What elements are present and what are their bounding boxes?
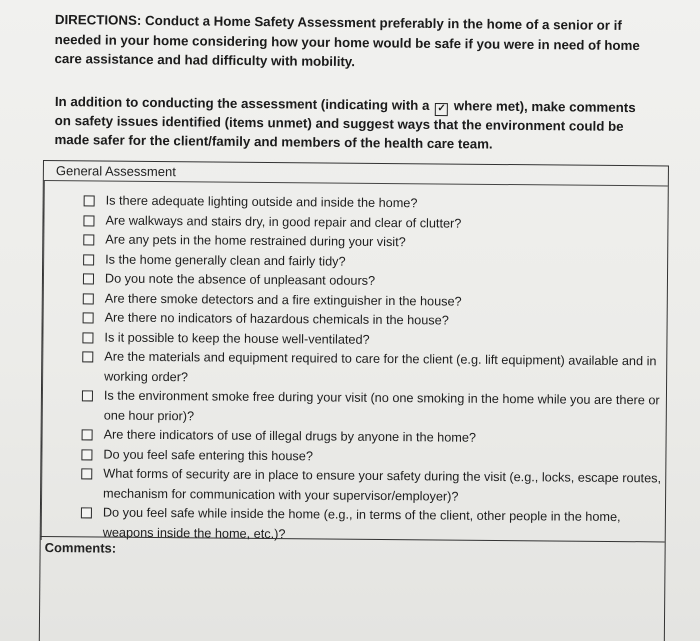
checkbox-icon[interactable] — [83, 254, 94, 265]
item-text: Do you note the absence of unpleasant odours? — [104, 271, 376, 288]
list-item — [82, 386, 662, 430]
item-text: Are any pets in the home restrained during your visit? — [105, 232, 406, 250]
item-text: Are there no indicators of hazardous chemicals in the house? — [104, 310, 449, 328]
item-text: What forms of security are in place to ensure your safety during the visit (e.g., locks, escape routes, mechanism for communication with your supervisor/employer)? — [103, 466, 662, 504]
item-text: Are the materials and equipment required to care for the client (e.g. lift equipment) available and in working order? — [104, 349, 657, 384]
list-item — [82, 347, 662, 391]
checkbox-icon[interactable] — [81, 449, 92, 460]
item-text: Are there smoke detectors and a fire extinguisher in the house? — [104, 291, 462, 309]
instructions-text-end: where met), make comments on safety issues identified (items unmet) and suggest ways that the environment could be made safer for the client/family and members of the health care team. — [54, 98, 636, 152]
checkbox-icon[interactable] — [83, 215, 94, 226]
directions-text: Conduct a Home Safety Assessment preferably in the home of a senior or if needed in your home considering how your home would be safe if you were in need of home care assistance and had difficulty with mobility. — [54, 12, 640, 70]
assessment-table — [39, 160, 669, 641]
item-text: Is there adequate lighting outside and inside the home? — [105, 193, 418, 211]
checkbox-icon[interactable] — [83, 293, 94, 304]
checkbox-icon[interactable] — [81, 507, 92, 518]
item-text: Do you feel safe entering this house? — [103, 447, 313, 463]
instructions-paragraph — [54, 92, 651, 155]
checkbox-icon[interactable] — [82, 351, 93, 362]
comments-label: Comments: — [44, 540, 117, 556]
table-inner-border — [41, 180, 45, 540]
checkbox-icon[interactable] — [84, 195, 95, 206]
instructions-text-start: In addition to conducting the assessment (indicating with a — [54, 93, 430, 113]
item-text: Is it possible to keep the house well-ventilated? — [104, 330, 370, 347]
checked-box-icon: ✓ — [435, 103, 448, 116]
item-text: Is the home generally clean and fairly tidy? — [105, 252, 346, 269]
checkbox-icon[interactable] — [81, 468, 92, 479]
checkbox-icon[interactable] — [83, 273, 94, 284]
checkbox-icon[interactable] — [83, 312, 94, 323]
table-header: General Assessment — [55, 163, 176, 180]
list-item — [81, 464, 661, 508]
header-divider — [44, 180, 668, 186]
checkbox-icon[interactable] — [83, 234, 94, 245]
item-text: Is the environment smoke free during your visit (no one smoking in the home while you are there or one hour prior)? — [103, 388, 660, 423]
checkbox-icon[interactable] — [82, 429, 93, 440]
item-text: Are walkways and stairs dry, in good repair and clear of clutter? — [105, 213, 462, 231]
checkbox-icon[interactable] — [82, 390, 93, 401]
checklist — [81, 191, 664, 547]
directions-label: DIRECTIONS: — [54, 11, 142, 28]
item-text: Do you feel safe while inside the home (e.g., in terms of the client, other people in the home, weapons inside the home, etc.)? — [102, 505, 621, 541]
directions-paragraph — [54, 10, 645, 75]
item-text: Are there indicators of use of illegal drugs by anyone in the home? — [103, 427, 477, 445]
checkbox-icon[interactable] — [82, 332, 93, 343]
